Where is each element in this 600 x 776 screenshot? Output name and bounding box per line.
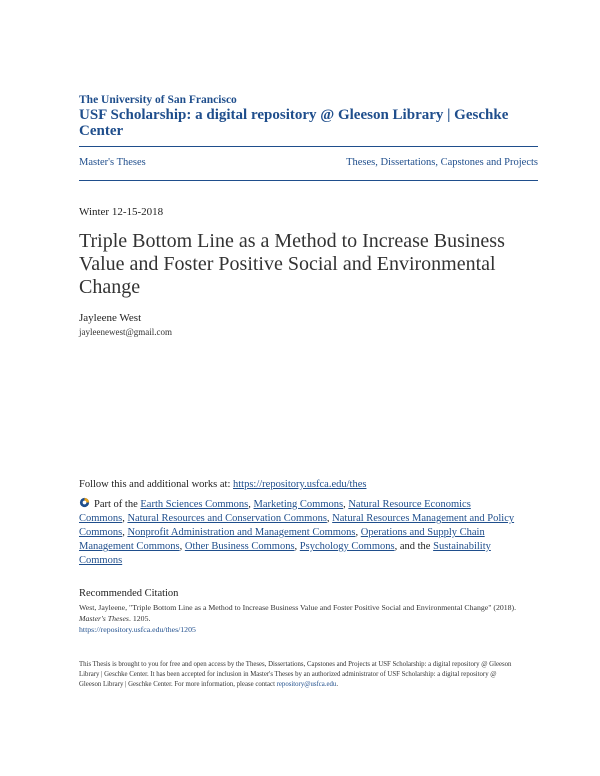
bepress-network-icon [79,497,90,508]
part-of-section: Part of the Earth Sciences Commons, Marketing Commons, Natural Resource Economics Commons, Natural Resources and Conservation Commons, Natural Resources Management and Policy Commons, Nonprofit Administration and Management Commons, Operations and Supply Chain Management Commons, Other Business Commons, Psychology Commons, and the Sustainability Commons [79,499,515,566]
part-of-prefix: Part of the [94,499,138,510]
citation-url-link[interactable]: https://repository.usfca.edu/thes/1205 [79,625,196,634]
link-natural-resource-economics-commons[interactable]: Natural Resource Economics Commons [79,499,471,524]
collection-theses-dissertations-link[interactable]: Theses, Dissertations, Capstones and Projects [346,157,538,168]
citation-series: Master's Theses [79,614,129,623]
link-marketing-commons[interactable]: Marketing Commons [253,499,344,510]
recommended-citation-heading: Recommended Citation [79,588,179,599]
footer-text: This Thesis is brought to you for free and open access by the Theses, Dissertations, Capstones and Projects at USF Scholarship: a digital repository @ Gleeson Library | Geschke Center. It has been accepted for inclusion in Master's Theses by an authorized administrator of USF Scholarship: a digital repository @ Gleeson Library | Geschke Center. For more information, please contact [79,661,512,688]
link-sustainability-commons[interactable]: Sustainability Commons [79,541,491,566]
link-operations-supply-chain-commons[interactable]: Operations and Supply Chain Management Commons [79,527,485,552]
divider-top [79,146,538,147]
author-name: Jayleene West [79,312,142,324]
recommended-citation-text [79,602,519,635]
citation-main: West, Jayleene, "Triple Bottom Line as a Method to Increase Business Value and Foster Positive Social and Environmental Change" (2018). [79,603,517,612]
repository-name[interactable]: USF Scholarship: a digital repository @ Gleeson Library | Geschke Center [79,107,509,139]
institution-name: The University of San Francisco [79,94,237,106]
collection-masters-theses-link[interactable]: Master's Theses [79,157,146,168]
link-nonprofit-administration-commons[interactable]: Nonprofit Administration and Management Commons [127,527,356,538]
link-psychology-commons[interactable]: Psychology Commons [299,541,395,552]
divider-bottom [79,180,538,181]
link-other-business-commons[interactable]: Other Business Commons [184,541,295,552]
follow-label: Follow this and additional works at: [79,479,231,490]
footer-end: . [336,681,339,688]
follow-line [79,479,366,490]
footer-notice [79,660,519,690]
publication-date: Winter 12-15-2018 [79,206,164,218]
link-natural-resources-management-policy-commons[interactable]: Natural Resources Management and Policy Commons [79,513,515,538]
link-earth-sciences-commons[interactable]: Earth Sciences Commons [140,499,249,510]
author-email: jayleenewest@gmail.com [79,327,173,337]
and-the-text: and the [399,541,431,552]
contact-email-link[interactable]: repository@usfca.edu [276,681,337,688]
document-title: Triple Bottom Line as a Method to Increase Business Value and Foster Positive Social and Environmental Change [79,230,505,298]
follow-url-link[interactable]: https://repository.usfca.edu/thes [233,479,367,490]
citation-number: . 1205. [128,614,151,623]
link-natural-resources-conservation-commons[interactable]: Natural Resources and Conservation Commons [127,513,327,524]
